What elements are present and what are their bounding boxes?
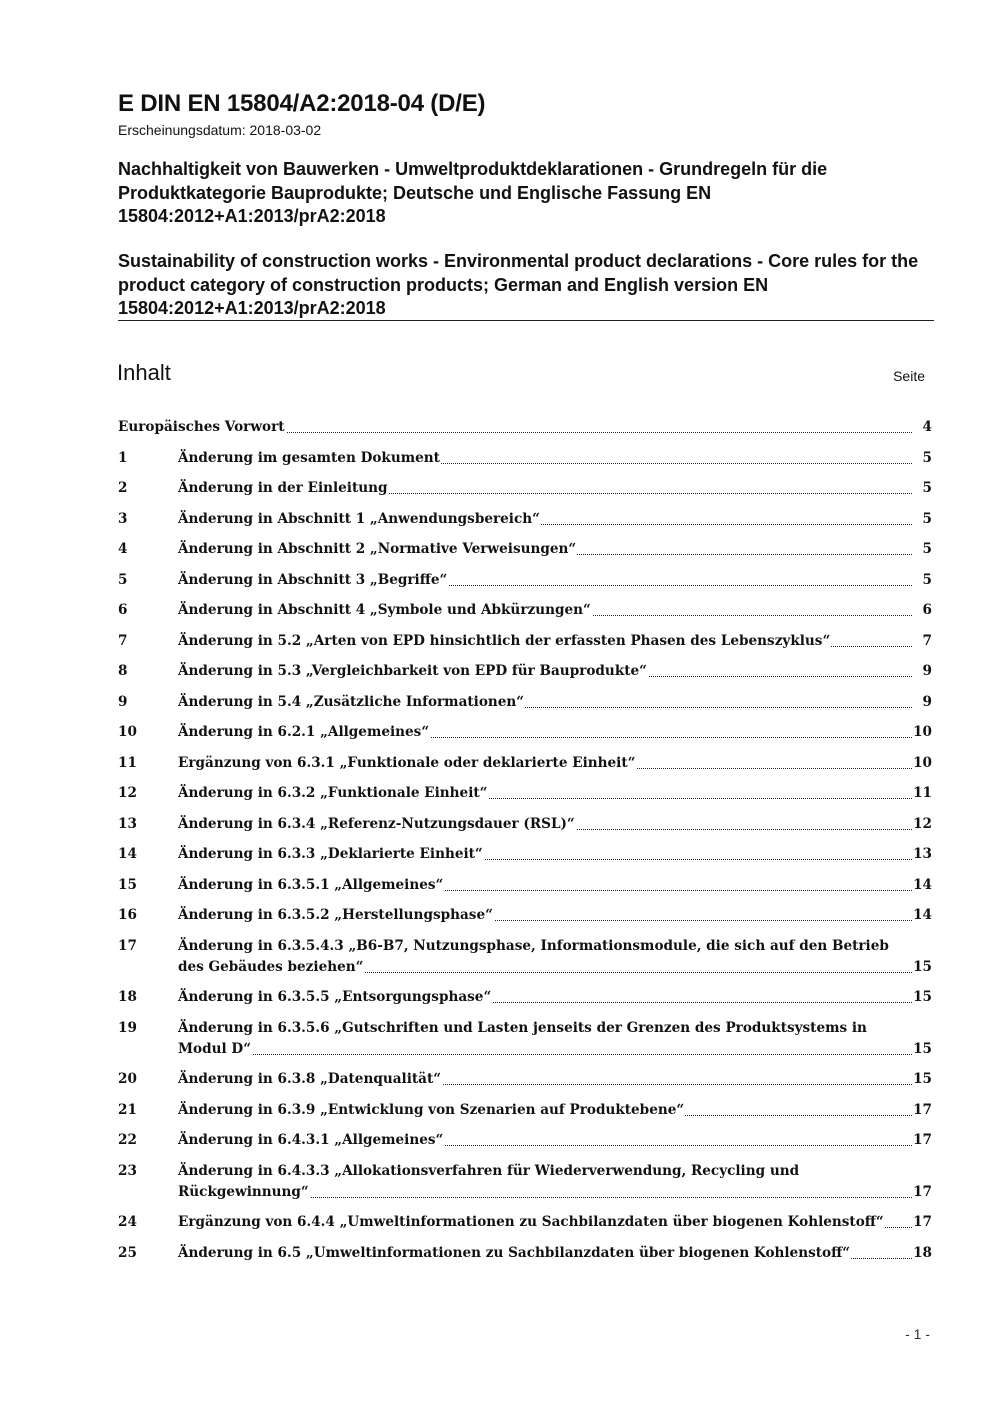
toc-entry-page: 10 (912, 722, 932, 743)
toc-entry-title: Änderung in 5.2 „Arten von EPD hinsichtlich der erfassten Phasen des Lebenszyklus“ (178, 632, 831, 649)
publication-date: Erscheinungsdatum: 2018-03-02 (118, 122, 322, 138)
toc-entry-page: 12 (912, 814, 932, 835)
toc-entry-number: 2 (118, 480, 128, 496)
toc-entry-title: Änderung in 6.2.1 „Allgemeines“ (178, 724, 430, 740)
toc-entry-body (178, 448, 932, 469)
toc-entry-number: 16 (118, 907, 137, 923)
toc-entry-number: 25 (118, 1244, 137, 1261)
toc-entry-title: Ergänzung von 6.4.4 „Umweltinformationen zu Sachbilanzdaten über biogenen Kohlenstoff“ (178, 1214, 884, 1230)
toc-entry-title: Änderung in 6.4.3.3 „Allokationsverfahren für Wiederverwendung, Recycling und Rückgewinnung“ (178, 1162, 800, 1200)
toc-entry-page: 14 (912, 875, 932, 896)
toc-entry-title: Änderung in 6.5 „Umweltinformationen zu Sachbilanzdaten über biogenen Kohlenstoff“ (178, 1244, 851, 1261)
toc-entry-page: 11 (912, 783, 932, 804)
toc-entry[interactable] (118, 1018, 932, 1060)
toc-entry-title: Änderung in Abschnitt 3 „Begriffe“ (178, 571, 448, 588)
toc-entry-page: 5 (922, 509, 932, 530)
toc-entry[interactable] (118, 936, 932, 978)
toc-entry-body (178, 987, 932, 1008)
toc-entry-body (178, 661, 932, 682)
toc-entry-title: Änderung in 6.3.8 „Datenqualität“ (178, 1071, 442, 1087)
toc-entry-title: Änderung in 6.3.5.6 „Gutschriften und Lasten jenseits der Grenzen des Produktsystems in Modul D“ (178, 1019, 867, 1057)
toc-entry-page: 18 (912, 1243, 932, 1264)
toc-entry-title: Europäisches Vorwort (118, 419, 285, 435)
toc-entry[interactable] (118, 448, 932, 469)
toc-entry-body (178, 1212, 932, 1233)
toc-page-label: Seite (893, 368, 925, 384)
toc-entry-title: Änderung in Abschnitt 2 „Normative Verweisungen“ (178, 541, 577, 557)
toc-entry-page: 13 (912, 844, 932, 865)
toc-entry[interactable] (118, 417, 932, 438)
toc-entry-title: Änderung in 6.3.5.5 „Entsorgungsphase“ (178, 989, 492, 1005)
toc-entry-title: Änderung in der Einleitung (178, 480, 388, 496)
toc-entry-page: 9 (922, 661, 932, 682)
toc-entry-number: 19 (118, 1019, 137, 1036)
toc-entry-number: 6 (118, 602, 128, 618)
toc-entry-page: 9 (922, 692, 932, 713)
toc-entry-page: 15 (912, 1039, 932, 1060)
toc-entry-title: Änderung in 6.3.4 „Referenz-Nutzungsdauer (RSL)“ (178, 815, 575, 832)
toc-entry-number: 15 (118, 876, 137, 893)
toc-entry-page: 5 (922, 570, 932, 591)
toc-entry[interactable] (118, 631, 932, 652)
toc-entry-number: 24 (118, 1214, 137, 1230)
toc-entry-body (178, 1069, 932, 1090)
toc-entry[interactable] (118, 692, 932, 713)
toc-entry[interactable] (118, 753, 932, 774)
toc-entry-number: 21 (118, 1101, 137, 1118)
toc-entry-page: 17 (912, 1182, 932, 1203)
toc-entry[interactable] (118, 844, 932, 865)
document-id: E DIN EN 15804/A2:2018-04 (D/E) (118, 90, 486, 117)
toc-entry-page: 4 (922, 417, 932, 438)
toc-entry-page: 7 (922, 631, 932, 652)
toc-entry[interactable] (118, 814, 932, 835)
page-number: - 1 - (905, 1326, 930, 1342)
toc-entry[interactable] (118, 600, 932, 621)
toc-entry-page: 17 (912, 1100, 932, 1121)
toc-entry-body (178, 509, 932, 530)
toc-entry-body (178, 844, 932, 865)
title-english: Sustainability of construction works - Environmental product declarations - Core rules for the product category of construction products; German and English version EN 15804:2012+A1:2013/prA2:2018 (118, 251, 919, 318)
toc-entry-page: 17 (912, 1130, 932, 1151)
toc-entry-number: 1 (118, 449, 128, 466)
toc-entry[interactable] (118, 478, 932, 499)
toc-entry-body (178, 1161, 932, 1203)
toc-entry-title: Änderung in 6.3.2 „Funktionale Einheit“ (178, 785, 488, 801)
toc-entry[interactable] (118, 987, 932, 1008)
toc-entry-number: 10 (118, 724, 137, 740)
toc-entry-page: 5 (922, 539, 932, 560)
toc-entry-page: 6 (922, 600, 932, 621)
toc-entry-body (178, 570, 932, 591)
toc-entry-page: 15 (912, 1069, 932, 1090)
toc-entry-number: 4 (118, 541, 128, 557)
toc-entry-body (178, 692, 932, 713)
title-german: Nachhaltigkeit von Bauwerken - Umweltproduktdeklarationen - Grundregeln für die Produktkategorie Bauprodukte; Deutsche und Englische Fassung EN 15804:2012+A1:2013/prA2:2018 (118, 159, 828, 226)
toc-entry-body (178, 814, 932, 835)
toc-entry[interactable] (118, 1130, 932, 1151)
toc-entry-page: 14 (912, 905, 932, 926)
toc-entry-body (178, 478, 932, 499)
toc-entry-title: Änderung in 6.3.5.1 „Allgemeines“ (178, 876, 444, 893)
toc-entry-body (178, 936, 932, 978)
toc-entry-page: 15 (912, 957, 932, 978)
toc-entry-title: Änderung in 5.4 „Zusätzliche Informationen“ (178, 693, 525, 710)
toc-entry-number: 8 (118, 663, 128, 679)
toc-entry[interactable] (118, 1161, 932, 1203)
toc-entry[interactable] (118, 875, 932, 896)
toc-entry-number: 12 (118, 785, 137, 801)
toc-entry-number: 18 (118, 989, 137, 1005)
toc-entry-page: 5 (922, 448, 932, 469)
toc-entry-body (178, 753, 932, 774)
toc-entry-title: Änderung im gesamten Dokument (178, 449, 440, 466)
toc-entry[interactable] (118, 1243, 932, 1264)
toc-entry-body (178, 783, 932, 804)
toc-entry-body (178, 1243, 932, 1264)
toc-entry-number: 7 (118, 632, 128, 649)
toc-entry-page: 17 (912, 1212, 932, 1233)
toc-entry-title: Änderung in Abschnitt 1 „Anwendungsbereich“ (178, 510, 540, 527)
toc-entry-number: 23 (118, 1162, 137, 1179)
toc-entry-body (178, 905, 932, 926)
toc-entry[interactable] (118, 1212, 932, 1233)
toc-entry-body (178, 631, 932, 652)
toc-entry-page: 15 (912, 987, 932, 1008)
toc-entry-page: 5 (922, 478, 932, 499)
table-of-contents (118, 417, 932, 1273)
toc-entry-number: 14 (118, 846, 137, 862)
toc-entry-number: 22 (118, 1132, 137, 1148)
toc-entry-number: 13 (118, 815, 137, 832)
toc-entry-body (178, 600, 932, 621)
toc-entry-number: 5 (118, 571, 128, 588)
toc-entry[interactable] (118, 722, 932, 743)
toc-entry-title: Änderung in 5.3 „Vergleichbarkeit von EPD für Bauprodukte“ (178, 663, 647, 679)
toc-entry-title: Änderung in Abschnitt 4 „Symbole und Abkürzungen“ (178, 602, 591, 618)
toc-entry[interactable] (118, 1100, 932, 1121)
toc-entry[interactable] (118, 1069, 932, 1090)
toc-entry-title: Änderung in 6.3.5.4.3 „B6-B7, Nutzungsphase, Informationsmodule, die sich auf den Betrieb des Gebäudes beziehen“ (178, 937, 889, 975)
toc-entry-number: 17 (118, 937, 137, 954)
toc-entry[interactable] (118, 539, 932, 560)
toc-entry[interactable] (118, 783, 932, 804)
toc-entry-title: Ergänzung von 6.3.1 „Funktionale oder deklarierte Einheit“ (178, 754, 636, 771)
toc-entry-body (178, 1130, 932, 1151)
toc-entry-number: 20 (118, 1071, 137, 1087)
toc-entry-title: Änderung in 6.3.3 „Deklarierte Einheit“ (178, 846, 483, 862)
header-divider (118, 320, 934, 321)
toc-entry-number: 9 (118, 693, 128, 710)
toc-entry-body (178, 722, 932, 743)
toc-entry[interactable] (118, 905, 932, 926)
toc-entry-page: 10 (912, 753, 932, 774)
toc-entry-body (178, 1018, 932, 1060)
toc-entry-body (178, 539, 932, 560)
toc-heading: Inhalt (117, 360, 171, 385)
toc-entry-number: 11 (118, 754, 137, 771)
toc-entry[interactable] (118, 570, 932, 591)
toc-entry-title: Änderung in 6.3.9 „Entwicklung von Szenarien auf Produktebene“ (178, 1101, 685, 1118)
toc-entry-title: Änderung in 6.3.5.2 „Herstellungsphase“ (178, 907, 493, 923)
toc-entry-body (178, 1100, 932, 1121)
toc-entry[interactable] (118, 661, 932, 682)
toc-entry-title: Änderung in 6.4.3.1 „Allgemeines“ (178, 1132, 444, 1148)
toc-entry-body (118, 417, 932, 438)
toc-entry-number: 3 (118, 510, 128, 527)
toc-entry-body (178, 875, 932, 896)
toc-entry[interactable] (118, 509, 932, 530)
